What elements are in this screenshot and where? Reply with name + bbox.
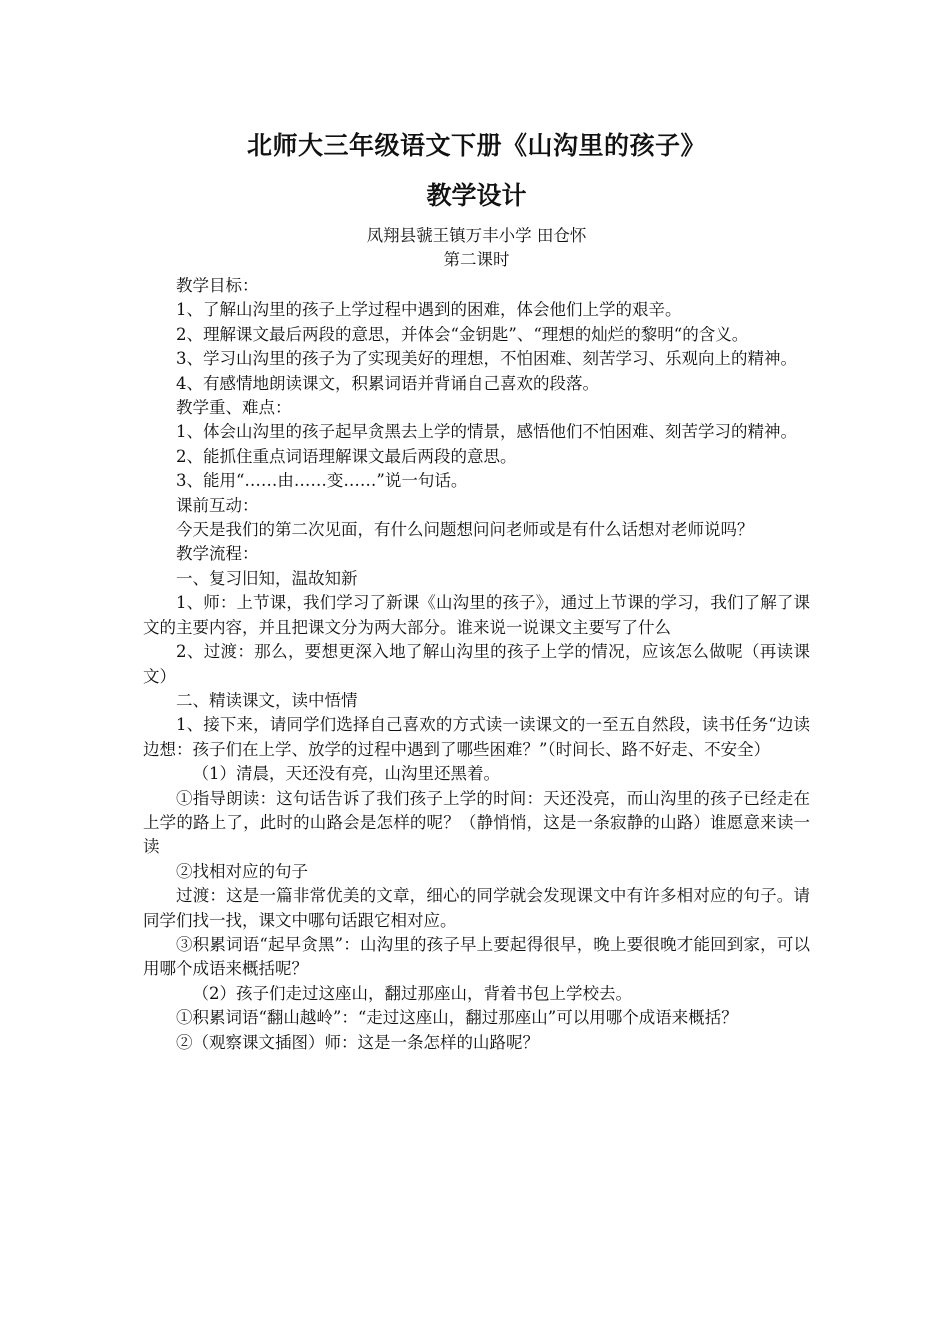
paragraph: ②（观察课文插图）师：这是一条怎样的山路呢？ [176, 1032, 539, 1052]
paragraph: 2、过渡：那么，要想更深入地了解山沟里的孩子上学的情况，应该怎么做呢（再读课文） [143, 642, 810, 686]
document-body [143, 274, 810, 1055]
paragraph: 一、复习旧知，温故知新 [176, 568, 358, 588]
paragraph: 2、能抓住重点词语理解课文最后两段的意思。 [176, 446, 517, 466]
paragraph: ①积累词语“翻山越岭”：“走过这座山，翻过那座山”可以用哪个成语来概括？ [176, 1008, 738, 1028]
document-title: 北师大三年级语文下册《山沟里的孩子》 [246, 131, 706, 160]
document-subtitle: 教学设计 [426, 181, 527, 210]
paragraph: 3、学习山沟里的孩子为了实现美好的理想，不怕困难、刻苦学习、乐观向上的精神。 [176, 349, 797, 369]
paragraph: 3、能用“……由……变……”说一句话。 [176, 471, 468, 491]
paragraph: 2、理解课文最后两段的意思，并体会“金钥匙”、“理想的灿烂的黎明“的含义。 [176, 324, 749, 344]
paragraph: （1）清晨，天还没有亮，山沟里还黑着。 [192, 764, 500, 784]
paragraph: 1、师：上节课，我们学习了新课《山沟里的孩子》，通过上节课的学习，我们了解了课文的主要内容，并且把课文分为两大部分。谁来说一说课文主要写了什么 [143, 593, 810, 637]
paragraph: 4、有感情地朗读课文，积累词语并背诵自己喜欢的段落。 [176, 373, 599, 393]
paragraph: ①指导朗读：这句话告诉了我们孩子上学的时间：天还没亮，而山沟里的孩子已经走在上学的路上了，此时的山路会是怎样的呢？（静悄悄，这是一条寂静的山路）谁愿意来读一读 [143, 788, 810, 857]
lesson-label: 第二课时 [443, 250, 510, 269]
author-line: 凤翔县虢王镇万丰小学 田仓怀 [366, 226, 587, 245]
paragraph: 1、接下来，请同学们选择自己喜欢的方式读一读课文的一至五自然段，读书任务“边读边想：孩子们在上学、放学的过程中遇到了哪些困难？”（时间长、路不好走、不安全） [143, 715, 810, 759]
paragraph: 教学重、难点： [176, 398, 292, 418]
paragraph: 教学流程： [176, 544, 259, 564]
paragraph: ②找相对应的句子 [176, 861, 308, 881]
paragraph: 二、精读课文，读中悟情 [176, 690, 358, 710]
paragraph: 今天是我们的第二次见面，有什么问题想问问老师或是有什么话想对老师说吗？ [176, 520, 754, 540]
paragraph: 1、了解山沟里的孩子上学过程中遇到的困难，体会他们上学的艰辛。 [176, 300, 682, 320]
paragraph: 过渡：这是一篇非常优美的文章，细心的同学就会发现课文中有许多相对应的句子。请同学们找一找，课文中哪句话跟它相对应。 [143, 886, 810, 930]
paragraph: （2）孩子们走过这座山，翻过那座山，背着书包上学校去。 [192, 983, 632, 1003]
paragraph: 1、体会山沟里的孩子起早贪黑去上学的情景，感悟他们不怕困难、刻苦学习的精神。 [176, 422, 797, 442]
document-page [143, 128, 810, 1055]
paragraph: ③积累词语“起早贪黑”：山沟里的孩子早上要起得很早，晚上要很晚才能回到家，可以用哪个成语来概括呢？ [143, 934, 810, 979]
paragraph: 教学目标： [176, 276, 259, 295]
paragraph: 课前互动： [176, 495, 259, 515]
